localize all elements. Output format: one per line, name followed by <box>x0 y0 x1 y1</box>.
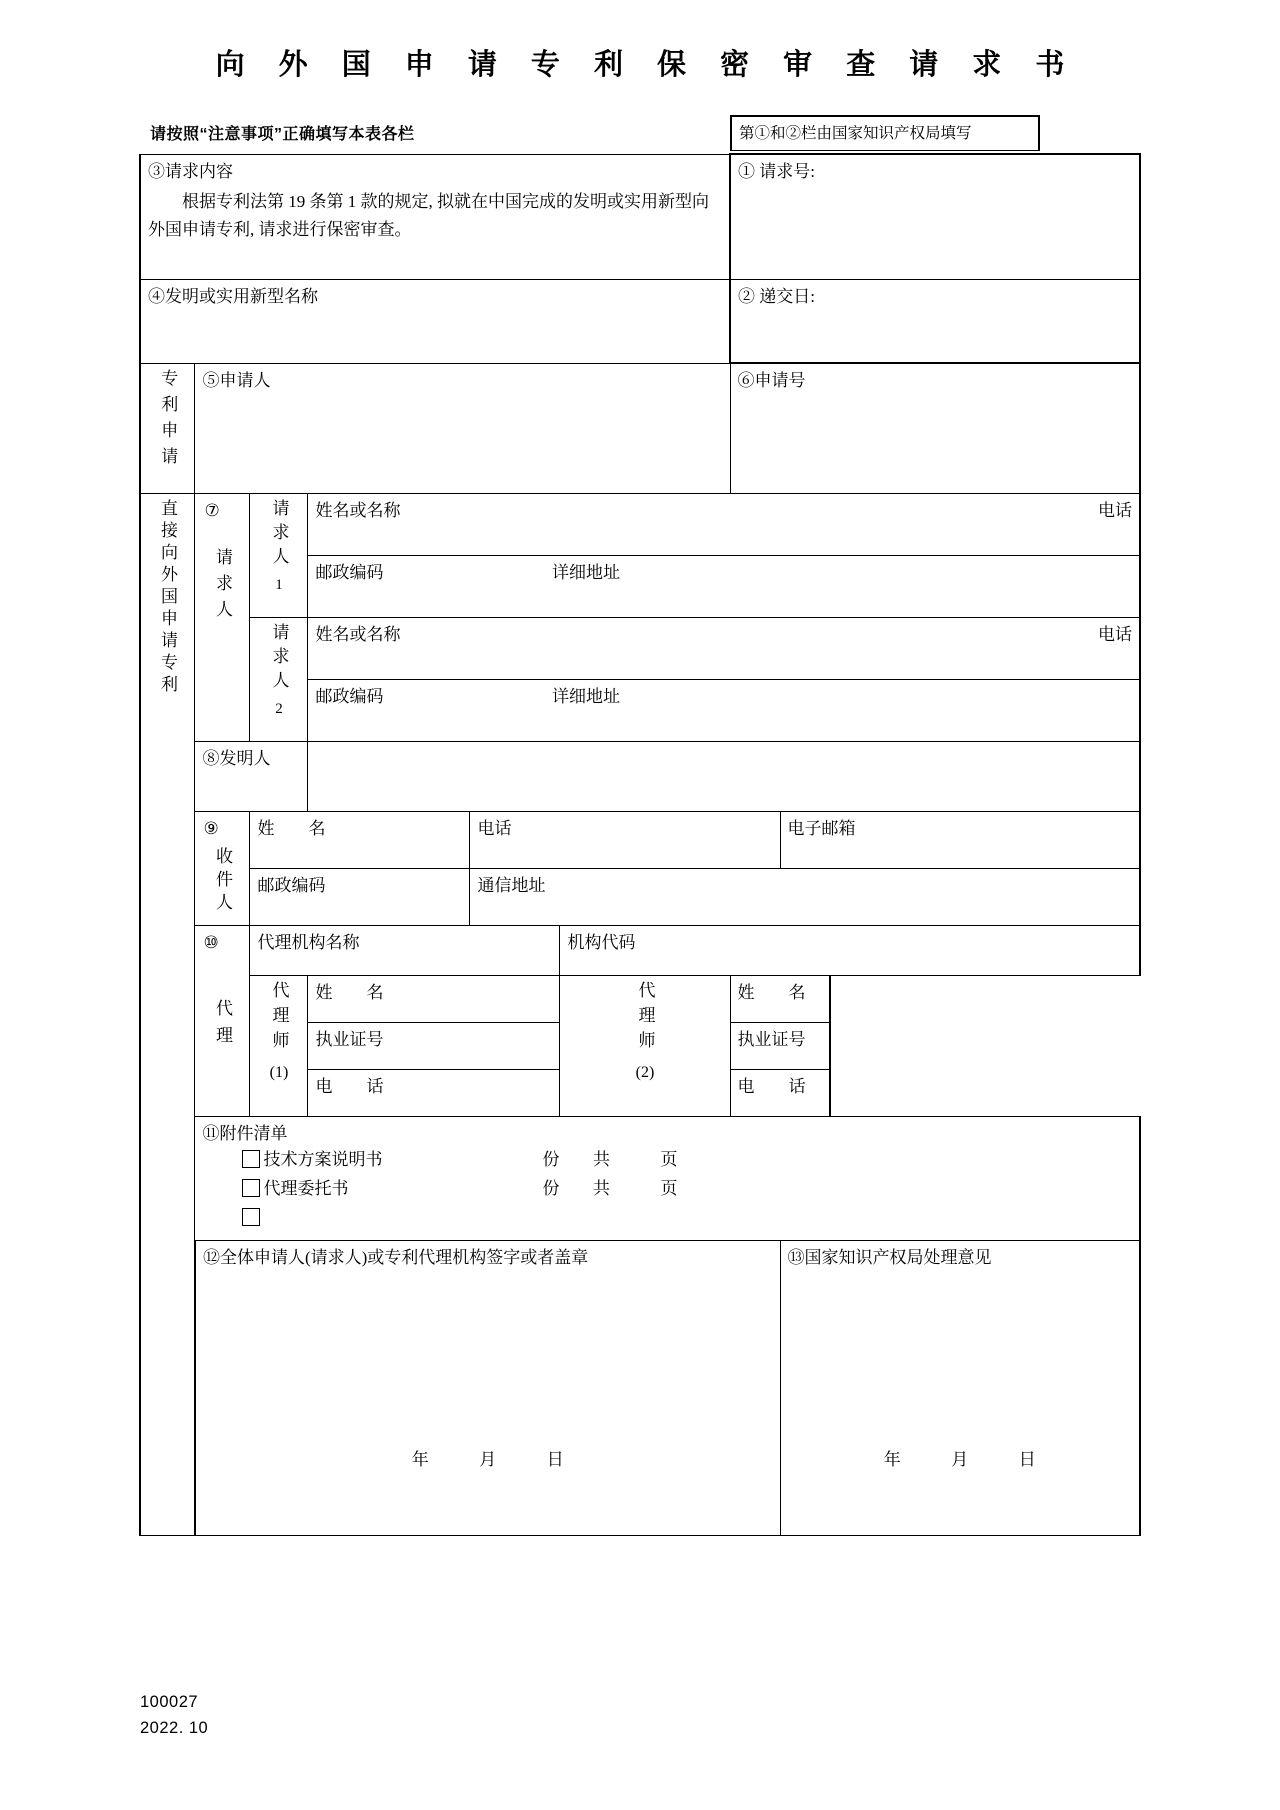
cell-inventor-label <box>195 741 308 811</box>
requester-2-phone-label: 电话 <box>1098 624 1133 644</box>
cell-agency-code[interactable] <box>560 926 1140 976</box>
row-applicant <box>140 363 1140 493</box>
agent-1-vertical-label: 代理师 <box>269 981 289 1057</box>
checkbox-icon[interactable] <box>242 1179 260 1197</box>
cell-request-content <box>140 154 730 279</box>
application-number-label: ⑥申请号 <box>737 371 806 390</box>
recipient-email-label: 电子邮箱 <box>787 818 856 838</box>
cell-inventor-value[interactable] <box>308 741 1140 811</box>
cell-recipient-postcode[interactable] <box>250 868 470 925</box>
cell-requester-1-name[interactable] <box>308 493 1140 555</box>
row-agency-name <box>140 926 1140 976</box>
request-content-label: ③请求内容 <box>147 161 233 181</box>
requester-1-phone-label: 电话 <box>1098 500 1133 520</box>
request-number-label: ① 请求号: <box>738 162 815 181</box>
cell-invention-title[interactable] <box>140 279 730 363</box>
row-request-content <box>140 154 1140 279</box>
cell-recipient-name[interactable] <box>250 811 470 868</box>
checkbox-icon[interactable] <box>242 1150 260 1168</box>
recipient-group-number: ⑨ <box>203 818 219 838</box>
cell-agent-2-name[interactable] <box>730 976 830 1023</box>
requester-2-index-cell <box>250 617 308 741</box>
cell-requester-2-address[interactable] <box>308 679 1140 741</box>
requester-2-name-label: 姓名或名称 <box>315 624 401 644</box>
cell-applicant[interactable] <box>195 363 730 493</box>
requester-1-index: 1 <box>275 576 283 593</box>
agent-1-license-label: 执业证号 <box>315 1030 384 1050</box>
signature-month: 月 <box>479 1450 497 1470</box>
submit-date-label: ② 递交日: <box>738 286 815 306</box>
vertical-text-patent-application: 专利申请 <box>158 368 178 473</box>
agent-1-phone-label: 电 话 <box>315 1077 384 1097</box>
vertical-text-recipient: 收件人 <box>212 846 232 916</box>
attachment-2-name: 代理委托书 <box>263 1178 349 1198</box>
row-agent-names <box>140 976 1140 1023</box>
footer <box>140 1690 208 1741</box>
vertical-label-direct-foreign-application <box>140 493 195 1535</box>
office-opinion-month: 月 <box>951 1450 969 1470</box>
attachment-item <box>242 1178 1132 1207</box>
attachment-2-copies: 份 <box>542 1178 560 1198</box>
row-requester2-name <box>140 617 1140 679</box>
cell-application-number[interactable] <box>730 363 1140 493</box>
cell-recipient-mail-address[interactable] <box>470 868 1140 925</box>
cell-agent-2-license[interactable] <box>730 1023 830 1070</box>
form-code: 100027 <box>140 1693 199 1711</box>
requester-group-label <box>195 493 250 741</box>
agency-name-label: 代理机构名称 <box>257 933 360 953</box>
signature-box[interactable] <box>203 1246 773 1531</box>
invention-title-label: ④发明或实用新型名称 <box>147 286 318 306</box>
agent-2-license-label: 执业证号 <box>737 1030 806 1050</box>
signature-day: 日 <box>546 1450 564 1470</box>
recipient-group-label <box>195 811 250 926</box>
request-content-body: 根据专利法第 19 条第 1 款的规定, 拟就在中国完成的发明或实用新型向外国申请专利, 请求进行保密审查。 <box>147 192 709 240</box>
attachments-list <box>202 1147 1132 1236</box>
requester-1-index-cell <box>250 493 308 617</box>
row-attachments <box>140 1117 1140 1241</box>
page-title: 向 外 国 申 请 专 利 保 密 审 查 请 求 书 <box>215 49 1078 81</box>
office-opinion-label: ⑬国家知识产权局处理意见 <box>787 1247 992 1267</box>
row-inventor <box>140 741 1140 811</box>
cell-recipient-email[interactable] <box>780 811 1140 868</box>
office-use-note: 第①和②栏由国家知识产权局填写 <box>730 115 1040 151</box>
cell-recipient-phone[interactable] <box>470 811 780 868</box>
agent-1-vertical-cell <box>250 976 308 1117</box>
form-version-date: 2022. 10 <box>140 1718 209 1737</box>
requester-2-postcode-label: 邮政编码 <box>315 686 384 706</box>
row-invention-title <box>140 279 1140 363</box>
attachment-2-pages: 页 <box>660 1178 678 1198</box>
cell-requester-2-name[interactable] <box>308 617 1140 679</box>
attachment-2-total: 共 <box>592 1178 610 1198</box>
cell-requester-1-address[interactable] <box>308 555 1140 617</box>
requester-1-postcode-label: 邮政编码 <box>315 562 384 582</box>
cell-attachments <box>195 1117 1140 1241</box>
recipient-name-label: 姓 名 <box>257 818 326 838</box>
row-recipient-name <box>140 811 1140 868</box>
inventor-label: ⑧发明人 <box>202 748 271 768</box>
applicant-label: ⑤申请人 <box>202 370 271 390</box>
header-row <box>140 115 1140 153</box>
agent-1-name-label: 姓 名 <box>315 983 384 1003</box>
form-table <box>139 153 1141 1536</box>
signature-year: 年 <box>411 1450 429 1470</box>
requester-1-address-label: 详细地址 <box>551 562 620 582</box>
attachment-1-counts <box>542 1149 677 1171</box>
cell-agent-1-license[interactable] <box>308 1023 560 1070</box>
vertical-text-direct-foreign-application: 直接向外国申请专利 <box>157 498 177 697</box>
attachment-item <box>242 1207 1132 1236</box>
attachment-1-total: 共 <box>592 1149 610 1169</box>
agent-1-index: (1) <box>269 1064 289 1082</box>
vertical-text-agency: 代理 <box>212 998 232 1053</box>
vertical-label-patent-application <box>140 363 195 493</box>
requester-2-vertical-label: 请求人 <box>269 622 289 695</box>
agent-2-vertical-cell <box>560 976 730 1117</box>
vertical-text-requester: 请求人 <box>212 548 232 627</box>
agency-code-label: 机构代码 <box>567 933 636 953</box>
agent-2-index: (2) <box>635 1064 655 1082</box>
attachment-1-copies: 份 <box>542 1149 560 1169</box>
row-signature <box>140 1240 1140 1535</box>
row-requester1-name <box>140 493 1140 555</box>
cell-agent-2-phone[interactable] <box>730 1070 830 1117</box>
fill-instruction: 请按照“注意事项”正确填写本表各栏 <box>150 126 415 143</box>
office-opinion-box[interactable] <box>788 1246 1133 1531</box>
cell-signature[interactable] <box>195 1240 780 1535</box>
agent-2-name-label: 姓 名 <box>737 983 806 1003</box>
recipient-postcode-label: 邮政编码 <box>257 875 326 895</box>
requester-2-index: 2 <box>275 700 283 717</box>
cell-submit-date[interactable] <box>730 279 1140 363</box>
cell-agent-1-name[interactable] <box>308 976 560 1023</box>
attachment-2-counts <box>542 1178 677 1200</box>
office-opinion-day: 日 <box>1018 1450 1036 1470</box>
recipient-mail-address-label: 通信地址 <box>477 875 546 895</box>
attachment-1-name: 技术方案说明书 <box>263 1149 383 1169</box>
office-opinion-year: 年 <box>883 1450 901 1470</box>
requester-group-number: ⑦ <box>204 500 220 520</box>
attachment-item <box>242 1149 1132 1178</box>
attachment-1-pages: 页 <box>660 1149 678 1169</box>
cell-request-number[interactable] <box>730 154 1140 279</box>
agent-2-vertical-label: 代理师 <box>635 981 655 1057</box>
agency-group-number: ⑩ <box>203 933 219 953</box>
agency-group-label <box>195 926 250 1117</box>
requester-1-vertical-label: 请求人 <box>269 498 289 571</box>
checkbox-icon[interactable] <box>242 1208 260 1226</box>
row-recipient-address <box>140 868 1140 925</box>
signature-label: ⑫全体申请人(请求人)或专利代理机构签字或者盖章 <box>202 1247 589 1267</box>
requester-1-name-label: 姓名或名称 <box>315 500 401 520</box>
requester-2-address-label: 详细地址 <box>551 686 620 706</box>
signature-date-line <box>203 1448 773 1473</box>
agent-2-phone-label: 电 话 <box>737 1077 806 1097</box>
cell-office-opinion[interactable] <box>780 1240 1140 1535</box>
cell-agency-name[interactable] <box>250 926 560 976</box>
attachments-label: ⑪附件清单 <box>202 1124 288 1144</box>
cell-agent-1-phone[interactable] <box>308 1070 560 1117</box>
office-opinion-date-line <box>788 1448 1133 1473</box>
recipient-phone-label: 电话 <box>477 818 512 838</box>
